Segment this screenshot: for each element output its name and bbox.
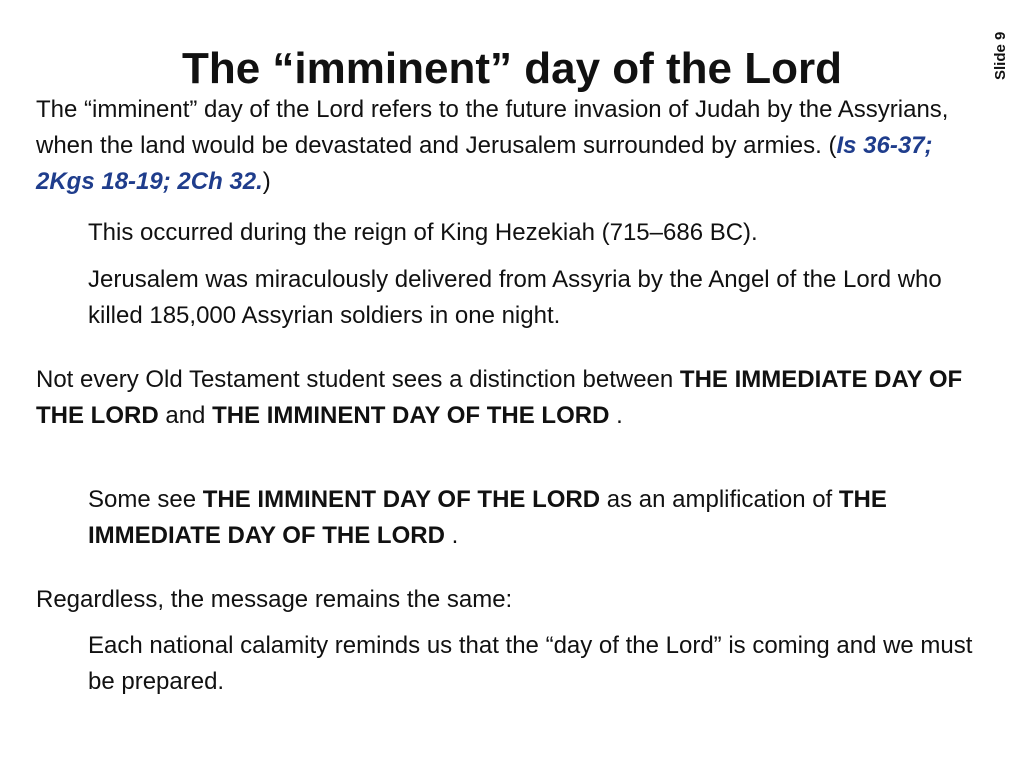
emphasis-term: THE IMMEDIATE DAY OF THE LORD <box>36 366 963 429</box>
paragraph-distinction <box>36 362 976 434</box>
paragraph-text: Not every Old Testament student sees a distinction between <box>36 366 680 393</box>
paragraph-imminent-definition <box>36 92 996 200</box>
paragraph-text: The “imminent” day of the Lord refers to the future invasion of Judah by the Assyrians, when the land would be devastated and Jerusalem surrounded by armies. ( <box>36 96 949 159</box>
paragraph-text: and <box>158 402 213 429</box>
paragraph-text: . <box>609 402 623 429</box>
paragraph-text: Some see <box>88 486 203 513</box>
paragraph-regardless <box>36 582 976 618</box>
paragraph-text: . <box>444 522 459 549</box>
emphasis-term: THE IMMINENT DAY OF THE LORD <box>212 402 610 429</box>
emphasis-term: THE IMMINENT DAY OF THE LORD <box>202 486 601 513</box>
paragraph-text: Jerusalem was miraculously delivered from Assyria by the Angel of the Lord who killed 185,000 Assyrian soldiers in one night. <box>88 266 942 329</box>
paragraph-text: Each national calamity reminds us that the “day of the Lord” is coming and we must be prepared. <box>88 632 973 695</box>
paragraph-text: ) <box>262 168 271 195</box>
scripture-reference: Is 36-37; 2Kgs 18-19; 2Ch 32. <box>36 132 933 195</box>
slide-title: The “imminent” day of the Lord <box>181 44 843 94</box>
emphasis-term: THE IMMEDIATE DAY OF THE LORD <box>88 486 887 549</box>
paragraph-text: as an amplification of <box>600 486 839 513</box>
paragraph-text: Regardless, the message remains the same: <box>36 586 513 613</box>
paragraph-hezekiah-reign <box>88 215 988 251</box>
paragraph-amplification <box>88 482 988 554</box>
paragraph-text: This occurred during the reign of King Hezekiah (715–686 BC). <box>88 219 758 246</box>
paragraph-jerusalem-delivered <box>88 262 988 334</box>
slide-number: Slide 9 <box>992 31 1009 80</box>
paragraph-national-calamity <box>88 628 988 700</box>
